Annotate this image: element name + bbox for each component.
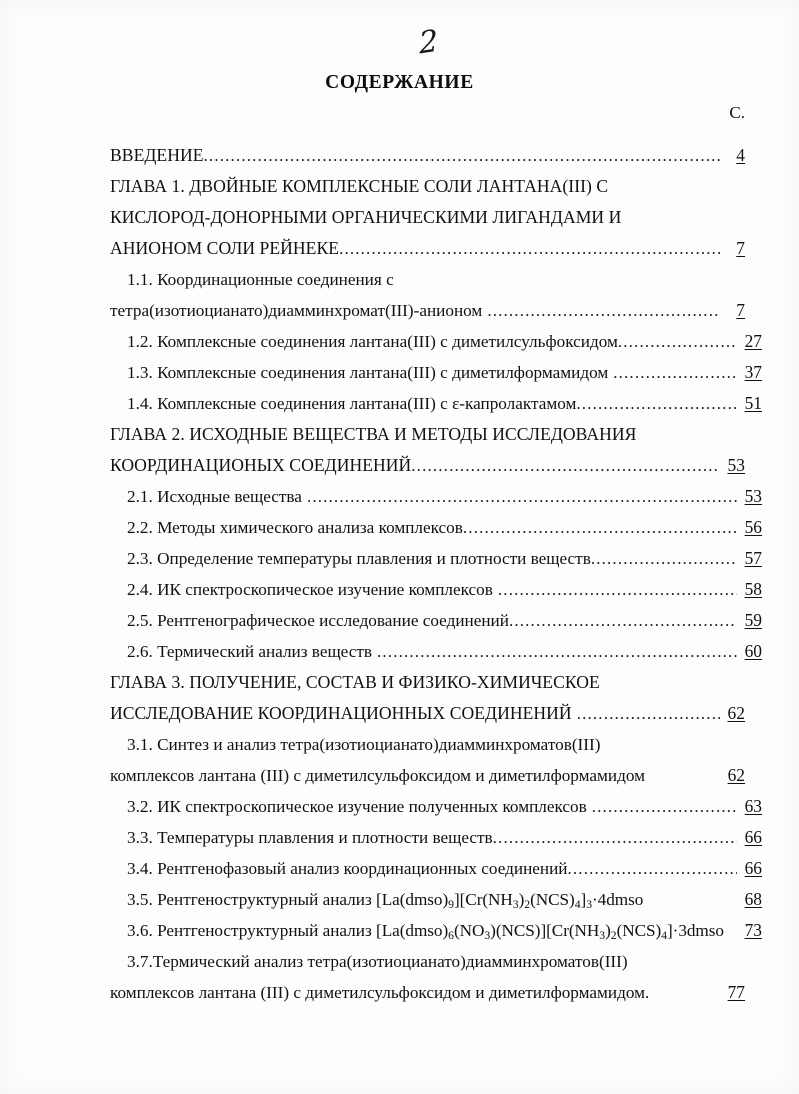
toc-leader-dots <box>568 853 738 884</box>
toc-page-number[interactable]: 51 <box>744 393 762 413</box>
toc-page-number[interactable]: 37 <box>744 362 762 382</box>
toc-entry[interactable] <box>110 915 762 946</box>
toc-entry-label: 2.5. Рентгенографическое исследование соединений <box>127 611 509 630</box>
toc-entry[interactable] <box>110 791 762 822</box>
toc-leader-dots <box>724 915 737 946</box>
toc-entry-label: комплексов лантана (III) с диметилсульфоксидом и диметилформамидом. <box>110 983 650 1002</box>
toc-entry[interactable] <box>110 760 745 791</box>
toc-entry-label: 2.2. Методы химического анализа комплексов <box>127 518 463 537</box>
toc-page-number[interactable]: 73 <box>744 920 762 940</box>
toc-page-number[interactable]: 66 <box>744 827 762 847</box>
toc-entry[interactable] <box>110 946 762 977</box>
toc-entry-label: 3.6. Рентгеноструктурный анализ $[La(dmso)_6(NO_3)(NCS)][Cr(NH_3)_2(NCS)_4]\cdot 3dmso$ <box>127 921 724 942</box>
toc-entry[interactable] <box>110 264 762 295</box>
toc-entry[interactable] <box>110 326 762 357</box>
toc-page-number[interactable]: 56 <box>744 517 762 537</box>
toc-entry-label: 2.3. Определение температуры плавления и плотности веществ <box>127 549 591 568</box>
toc-page-number[interactable]: 53 <box>744 486 762 506</box>
toc-leader-dots <box>493 822 737 853</box>
toc-leader-dots <box>394 264 737 295</box>
toc-entry[interactable] <box>110 512 762 543</box>
toc-entry[interactable] <box>110 357 762 388</box>
toc-entry-label: 3.7.Термический анализ тетра(изотиоцианато)диамминхроматов(III) <box>127 952 628 971</box>
toc-page-number[interactable]: 77 <box>727 982 745 1002</box>
toc-entry[interactable] <box>110 667 745 698</box>
toc-entry-label: ГЛАВА 2. ИСХОДНЫЕ ВЕЩЕСТВА И МЕТОДЫ ИССЛЕДОВАНИЯ <box>110 424 637 444</box>
toc-leader-dots <box>372 636 737 667</box>
toc-leader-dots <box>649 977 720 1008</box>
toc-entry[interactable] <box>110 202 745 233</box>
toc-page-number[interactable]: 62 <box>727 765 745 785</box>
toc-entry-label: тетра(изотиоцианато)диамминхромат(III)-анионом <box>110 301 483 320</box>
toc-entry[interactable] <box>110 853 762 884</box>
toc-entry-label: 3.5. Рентгеноструктурный анализ $[La(dmso)_9][Cr(NH_3)_2(NCS)_4]_3\cdot 4dmso$ <box>127 890 644 911</box>
toc-leader-dots <box>482 295 720 326</box>
toc-entry[interactable] <box>110 233 745 264</box>
toc-entry-label: 3.4. Рентгенофазовый анализ координационных соединений <box>127 859 568 878</box>
toc-leader-dots <box>572 698 720 729</box>
toc-leader-dots <box>509 605 737 636</box>
toc-entry-label: 3.1. Синтез и анализ тетра(изотиоцианато)диамминхроматов(III) <box>127 735 601 754</box>
toc-page-number[interactable]: 63 <box>744 796 762 816</box>
toc-leader-dots <box>302 481 737 512</box>
toc-leader-dots <box>587 791 737 822</box>
toc-entry-label: 1.1. Координационные соединения с <box>127 270 394 289</box>
table-of-contents <box>110 140 762 1008</box>
toc-page-number[interactable]: 62 <box>727 703 745 723</box>
toc-entry-label: КООРДИНАЦИОНЫХ СОЕДИНЕНИЙ <box>110 455 412 475</box>
toc-entry-label: КИСЛОРОД-ДОНОРНЫМИ ОРГАНИЧЕСКИМИ ЛИГАНДАМИ И <box>110 207 622 227</box>
toc-page-number[interactable]: 4 <box>736 145 745 165</box>
toc-entry[interactable] <box>110 605 762 636</box>
toc-entry-label: 1.4. Комплексные соединения лантана(III) с ε-капролактамом <box>127 394 577 413</box>
toc-entry-label: ВВЕДЕНИЕ <box>110 145 204 165</box>
toc-leader-dots <box>576 388 737 419</box>
toc-entry[interactable] <box>110 884 762 915</box>
toc-entry-label: 1.2. Комплексные соединения лантана(III) с диметилсульфоксидом <box>127 332 618 351</box>
toc-entry-label: 1.3. Комплексные соединения лантана(III) с диметилформамидом <box>127 363 609 382</box>
toc-leader-dots <box>645 760 720 791</box>
toc-entry[interactable] <box>110 171 745 202</box>
toc-leader-dots <box>643 884 732 915</box>
page-title: СОДЕРЖАНИЕ <box>325 72 474 93</box>
toc-entry[interactable] <box>110 574 762 605</box>
toc-entry[interactable] <box>110 977 745 1008</box>
toc-entry[interactable] <box>110 729 762 760</box>
toc-entry[interactable] <box>110 450 745 481</box>
toc-leader-dots <box>600 729 737 760</box>
toc-entry-label: 2.6. Термический анализ веществ <box>127 642 372 661</box>
toc-page-number[interactable]: 60 <box>744 641 762 661</box>
toc-entry-label: АНИОНОМ СОЛИ РЕЙНЕКЕ <box>110 238 340 258</box>
toc-leader-dots <box>628 946 737 977</box>
toc-leader-dots <box>608 357 737 388</box>
toc-entry-label: ИССЛЕДОВАНИЕ КООРДИНАЦИОННЫХ СОЕДИНЕНИЙ <box>110 703 572 723</box>
handwritten-folio-number: 2 <box>418 23 439 62</box>
toc-page-number[interactable]: 59 <box>744 610 762 630</box>
toc-leader-dots <box>591 543 737 574</box>
toc-leader-dots <box>411 450 720 481</box>
toc-entry[interactable] <box>110 295 745 326</box>
toc-entry-label: 3.2. ИК спектроскопическое изучение полученных комплексов <box>127 797 587 816</box>
toc-leader-dots <box>621 202 720 233</box>
toc-leader-dots <box>204 140 720 171</box>
toc-page-number[interactable]: 57 <box>744 548 762 568</box>
toc-leader-dots <box>339 233 720 264</box>
toc-page-number[interactable]: 7 <box>736 238 745 258</box>
toc-entry[interactable] <box>110 481 762 512</box>
toc-entry[interactable] <box>110 419 745 450</box>
toc-leader-dots <box>463 512 737 543</box>
toc-page-number[interactable]: 27 <box>744 331 762 351</box>
toc-entry[interactable] <box>110 698 745 729</box>
toc-page-number[interactable]: 7 <box>736 300 745 320</box>
toc-leader-dots <box>608 171 720 202</box>
toc-page-number[interactable]: 66 <box>744 858 762 878</box>
toc-entry[interactable] <box>110 140 745 171</box>
toc-entry-label: 2.1. Исходные вещества <box>127 487 302 506</box>
toc-entry-label: 3.3. Температуры плавления и плотности веществ <box>127 828 493 847</box>
toc-page-number[interactable]: 58 <box>744 579 762 599</box>
toc-leader-dots <box>636 419 720 450</box>
toc-entry[interactable] <box>110 543 762 574</box>
toc-leader-dots <box>600 667 720 698</box>
toc-entry-label: ГЛАВА 3. ПОЛУЧЕНИЕ, СОСТАВ И ФИЗИКО-ХИМИЧЕСКОЕ <box>110 672 600 692</box>
toc-leader-dots <box>493 574 737 605</box>
toc-entry[interactable] <box>110 388 762 419</box>
toc-page-number[interactable]: 53 <box>727 455 745 475</box>
toc-leader-dots <box>618 326 737 357</box>
toc-page-number[interactable]: 68 <box>744 889 762 909</box>
toc-entry-label: ГЛАВА 1. ДВОЙНЫЕ КОМПЛЕКСНЫЕ СОЛИ ЛАНТАНА(III) С <box>110 176 609 196</box>
toc-entry[interactable] <box>110 822 762 853</box>
toc-entry-label: комплексов лантана (III) с диметилсульфоксидом и диметилформамидом <box>110 766 645 785</box>
toc-entry[interactable] <box>110 636 762 667</box>
toc-entry-label: 2.4. ИК спектроскопическое изучение комплексов <box>127 580 493 599</box>
page-column-header: С. <box>729 103 745 122</box>
